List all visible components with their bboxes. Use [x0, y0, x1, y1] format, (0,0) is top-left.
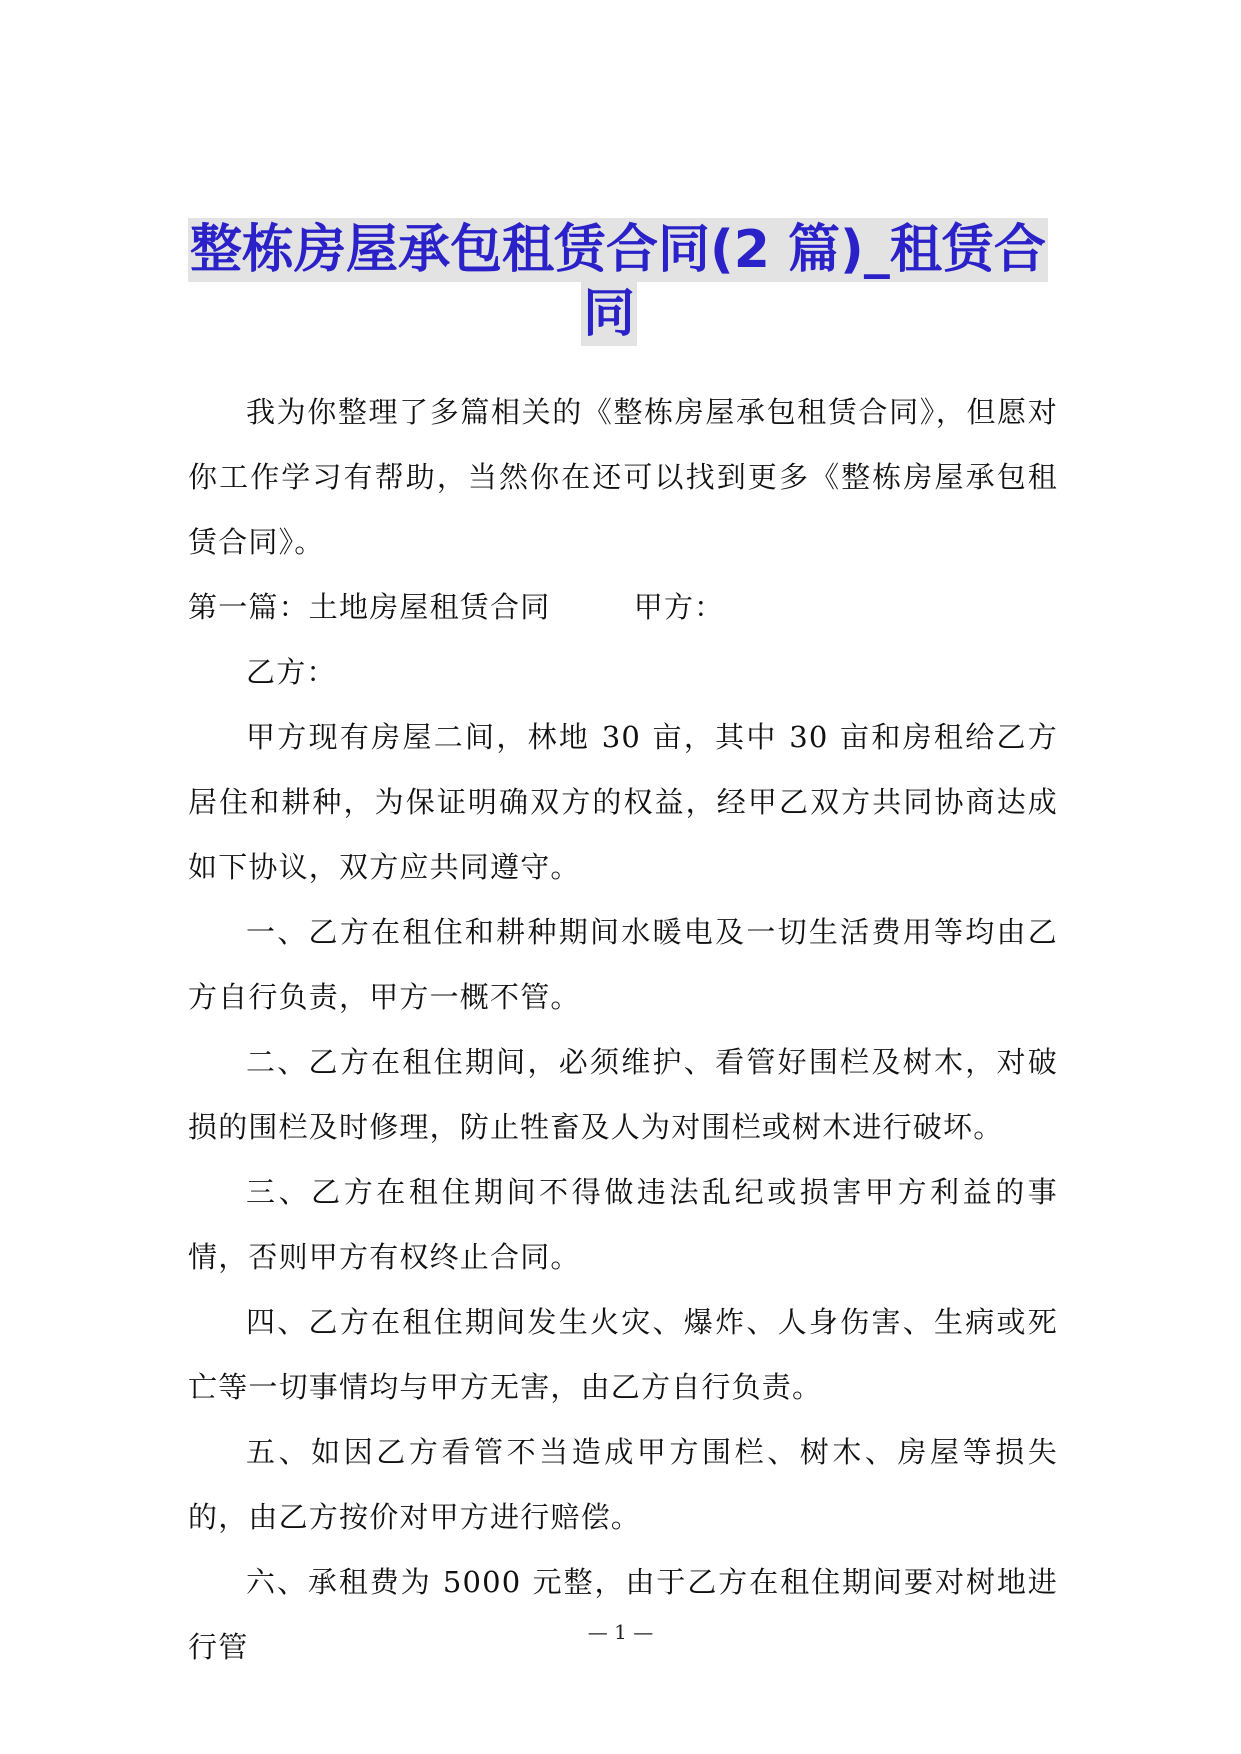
document-title: [188, 218, 1046, 346]
title-line-2: 同: [582, 284, 635, 344]
party-a-label: 甲方：: [633, 590, 725, 624]
clause-3: 三、乙方在租住期间不得做违法乱纪或损害甲方利益的事情，否则甲方有权终止合同。: [188, 1175, 1058, 1274]
intro-paragraph: 我为你整理了多篇相关的《整栋房屋承包租赁合同》，但愿对你工作学习有帮助，当然你在还可以找到更多《整栋房屋承包租赁合同》。: [188, 395, 1058, 559]
title-line-1: 整栋房屋承包租赁合同(2 篇)_租赁合: [190, 220, 1046, 280]
party-b-label: 乙方：: [246, 655, 337, 689]
clause-6: 六、承租费为 5000 元整，由于乙方在租住期间要对树地进行管: [188, 1565, 1058, 1664]
clause-2: 二、乙方在租住期间，必须维护、看管好围栏及树木，对破损的围栏及时修理，防止牲畜及人为对围栏或树木进行破坏。: [188, 1045, 1058, 1144]
document-body: [188, 380, 1058, 1680]
body-paragraph: 甲方现有房屋二间，林地 30 亩，其中 30 亩和房租给乙方居住和耕种，为保证明确双方的权益，经甲乙双方共同协商达成如下协议，双方应共同遵守。: [188, 720, 1058, 884]
clause-4: 四、乙方在租住期间发生火灾、爆炸、人身伤害、生病或死亡等一切事情均与甲方无害，由乙方自行负责。: [188, 1305, 1058, 1404]
page-number: — 1 —: [587, 1620, 654, 1644]
clause-5: 五、如因乙方看管不当造成甲方围栏、树木、房屋等损失的，由乙方按价对甲方进行赔偿。: [188, 1435, 1058, 1534]
section-heading-row: [188, 575, 1058, 640]
clause-1: 一、乙方在租住和耕种期间水暖电及一切生活费用等均由乙方自行负责，甲方一概不管。: [188, 915, 1058, 1014]
section-heading: 第一篇：土地房屋租赁合同: [188, 590, 551, 624]
